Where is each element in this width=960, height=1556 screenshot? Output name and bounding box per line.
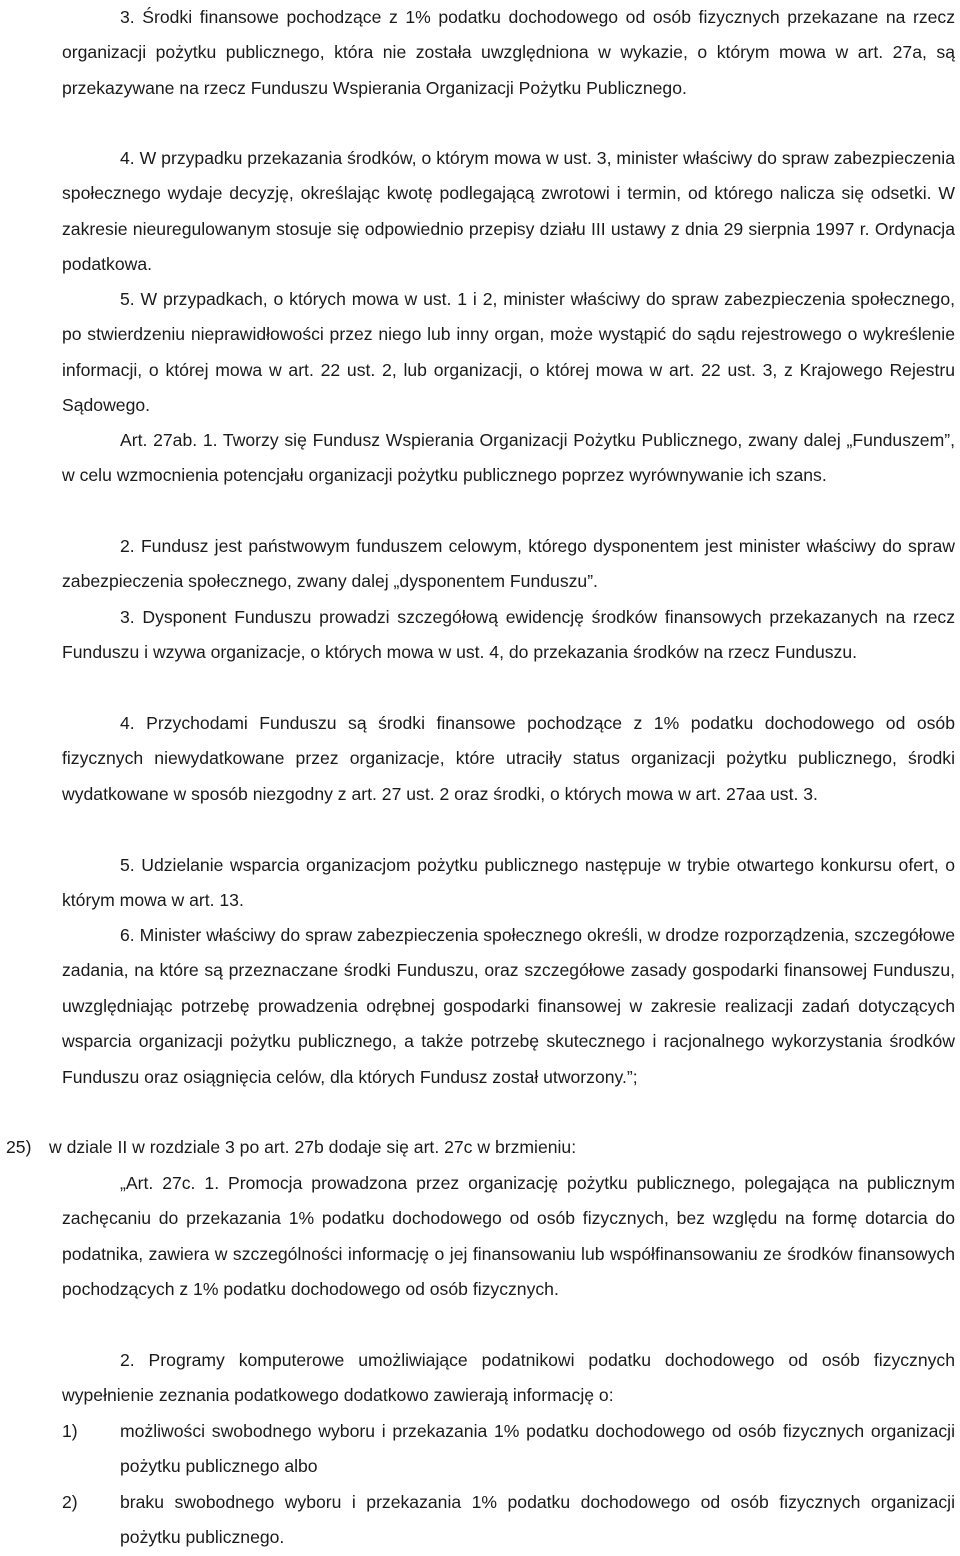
paragraph-art27ab-ust6: 6. Minister właściwy do spraw zabezpieczenia społecznego określi, w drodze rozporządzenia, szczegółowe zadania, na które są przeznaczane środki Funduszu, oraz szczegółowe zasady gospodarki finansowej Funduszu, uwzględniając potrzebę prowadzenia odrębnej gospodarki finansowej w zakresie realizacji zadań dotyczących wsparcia organizacji pożytku publicznego, a także potrzebę skutecznego i racjonalnego wykorzystania środków Funduszu oraz osiągnięcia celów, dla których Fundusz został utworzony.”; <box>62 925 955 1087</box>
amendment-item-text: w dziale II w rozdziale 3 po art. 27b dodaje się art. 27c w brzmieniu: <box>49 1137 577 1157</box>
list-item-text: braku swobodnego wyboru i przekazania 1% podatku dochodowego od osób fizycznych organizacji pożytku publicznego. <box>120 1492 955 1548</box>
list-item-number: 1) <box>62 1421 78 1441</box>
paragraph-art27c-ust2: 2. Programy komputerowe umożliwiające podatnikowi podatku dochodowego od osób fizycznych wypełnienie zeznania podatkowego dodatkowo zawierają informację o: <box>62 1350 955 1406</box>
amendment-item-number: 25) <box>6 1137 32 1157</box>
list-item-text: możliwości swobodnego wyboru i przekazania 1% podatku dochodowego od osób fizycznych organizacji pożytku publicznego albo <box>120 1421 955 1477</box>
list-item <box>62 1485 955 1556</box>
paragraph-art27ab-ust4: 4. Przychodami Funduszu są środki finansowe pochodzące z 1% podatku dochodowego od osób fizycznych niewydatkowane przez organizacje, które utraciły status organizacji pożytku publicznego, środki wydatkowane w sposób niezgodny z art. 27 ust. 2 oraz środki, o których mowa w art. 27aa ust. 3. <box>62 713 955 804</box>
list-item <box>62 1414 955 1485</box>
paragraph-art27ab-ust5: 5. Udzielanie wsparcia organizacjom pożytku publicznego następuje w trybie otwartego konkursu ofert, o którym mowa w art. 13. <box>62 855 955 911</box>
paragraph-art27ab-ust1: Art. 27ab. 1. Tworzy się Fundusz Wspierania Organizacji Pożytku Publicznego, zwany dalej „Funduszem”, w celu wzmocnienia potencjału organizacji pożytku publicznego poprzez wyrównywanie ich szans. <box>62 430 955 486</box>
paragraph-art27ab-ust2: 2. Fundusz jest państwowym funduszem celowym, którego dysponentem jest minister właściwy do spraw zabezpieczenia społecznego, zwany dalej „dysponentem Funduszu”. <box>62 536 955 592</box>
paragraph-art27c-ust1: „Art. 27c. 1. Promocja prowadzona przez organizację pożytku publicznego, polegająca na publicznym zachęcaniu do przekazania 1% podatku dochodowego od osób fizycznych, bez względu na formę dotarcia do podatnika, zawiera w szczególności informację o jej finansowaniu lub współfinansowaniu ze środków finansowych pochodzących z 1% podatku dochodowego od osób fizycznych. <box>62 1173 955 1300</box>
amendment-item-25 <box>6 1130 955 1165</box>
paragraph-art27aa-ust3: 3. Środki finansowe pochodzące z 1% podatku dochodowego od osób fizycznych przekazane na rzecz organizacji pożytku publicznego, która nie została uwzględniona w wykazie, o którym mowa w art. 27a, są przekazywane na rzecz Funduszu Wspierania Organizacji Pożytku Publicznego. <box>62 7 955 98</box>
list-item-number: 2) <box>62 1492 78 1512</box>
paragraph-art27ab-ust3: 3. Dysponent Funduszu prowadzi szczegółową ewidencję środków finansowych przekazanych na rzecz Funduszu i wzywa organizacje, o których mowa w ust. 4, do przekazania środków na rzecz Funduszu. <box>62 607 955 663</box>
paragraph-art27aa-ust5: 5. W przypadkach, o których mowa w ust. 1 i 2, minister właściwy do spraw zabezpieczenia społecznego, po stwierdzeniu nieprawidłowości przez niego lub inny organ, może wystąpić do sądu rejestrowego o wykreślenie informacji, o której mowa w art. 22 ust. 2, lub organizacji, o której mowa w art. 22 ust. 3, z Krajowego Rejestru Sądowego. <box>62 289 955 416</box>
paragraph-art27aa-ust4: 4. W przypadku przekazania środków, o którym mowa w ust. 3, minister właściwy do spraw zabezpieczenia społecznego wydaje decyzję, określając kwotę podlegającą zwrotowi i termin, od którego nalicza się odsetki. W zakresie nieuregulowanym stosuje się odpowiednio przepisy działu III ustawy z dnia 29 sierpnia 1997 r. Ordynacja podatkowa. <box>62 148 955 275</box>
